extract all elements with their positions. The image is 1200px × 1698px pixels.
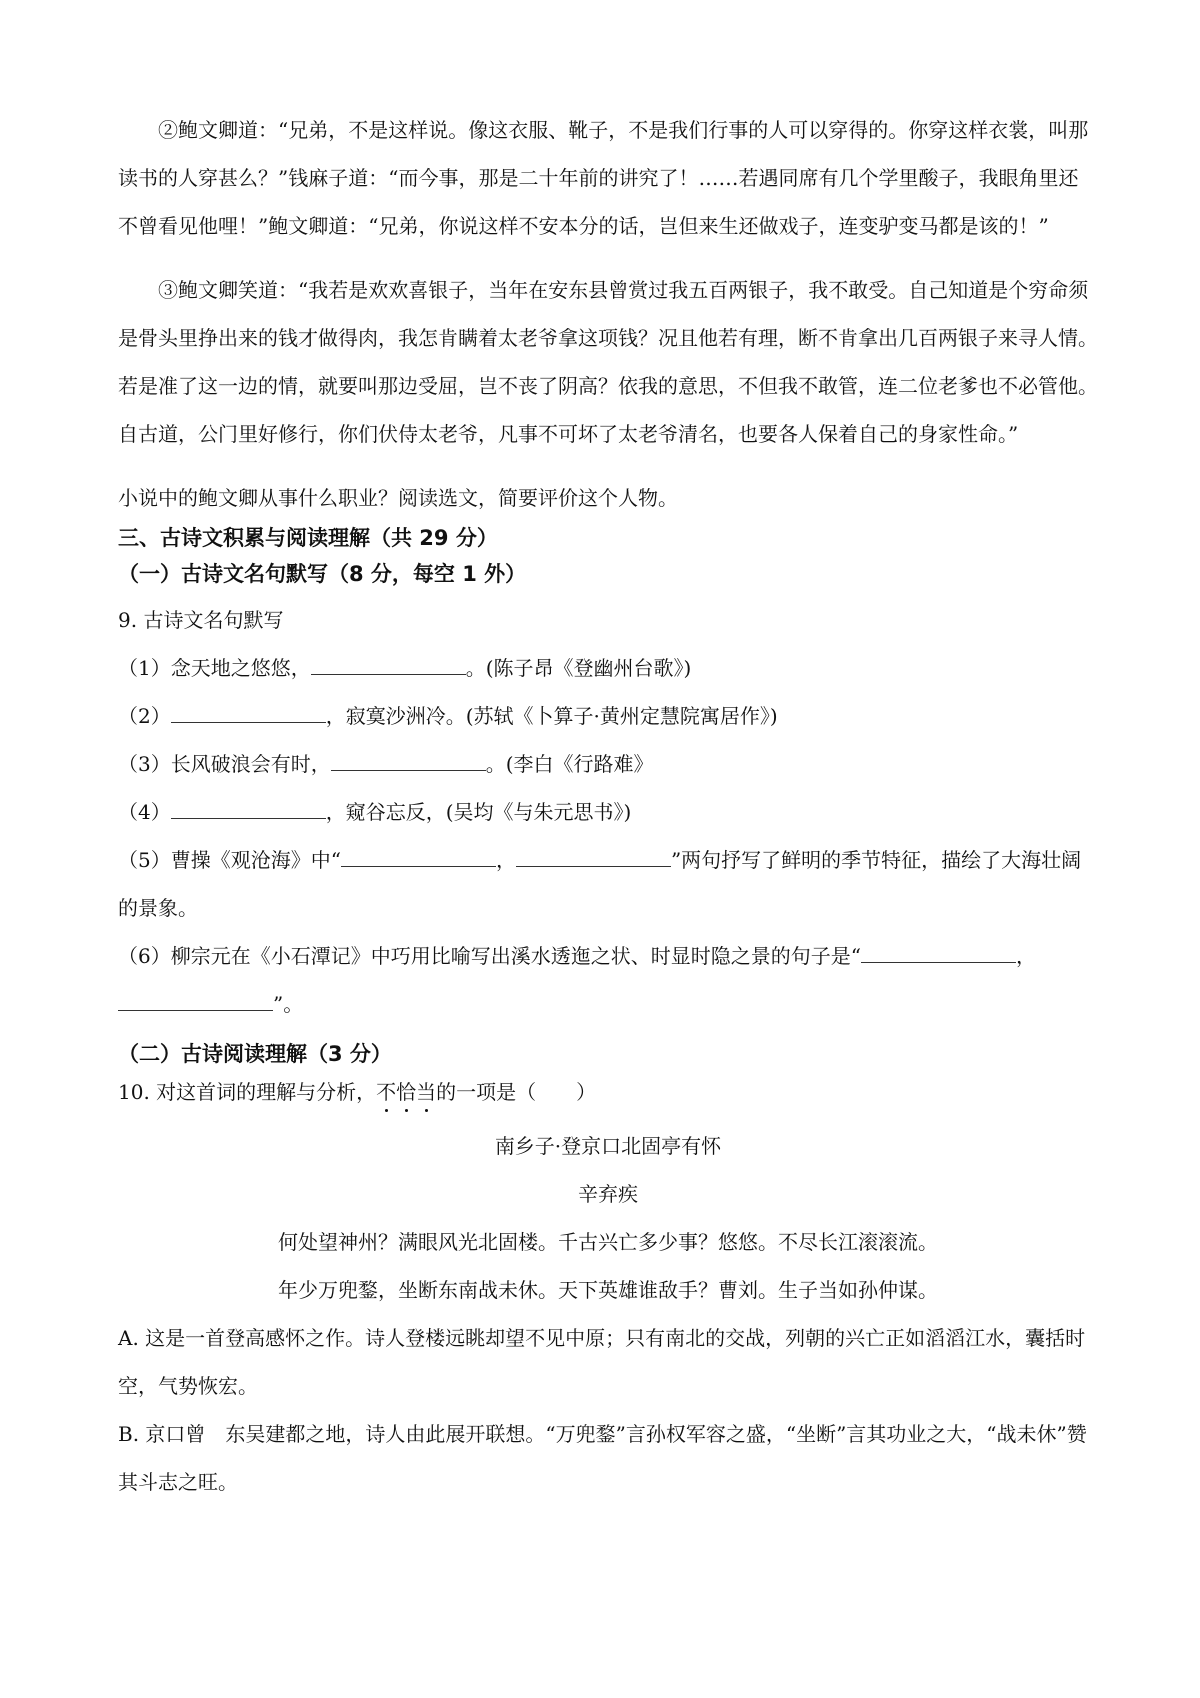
answer-blank[interactable]: [341, 844, 496, 867]
dictation-item-2: （2） ，寂寞沙洲冷。(苏轼《卜算子·黄州定慧院寓居作》): [118, 692, 1098, 740]
answer-blank[interactable]: [331, 748, 486, 771]
poem-title: 南乡子·登京口北固亭有怀: [494, 1134, 722, 1158]
answer-blank[interactable]: [516, 844, 671, 867]
dictation-item-3: （3）长风破浪会有时， 。(李白《行路难》: [118, 740, 1098, 788]
answer-blank[interactable]: [171, 796, 326, 819]
answer-blank[interactable]: [311, 652, 466, 675]
dictation-item-1: （1）念天地之悠悠， 。(陈子昂《登幽州台歌》): [118, 644, 1098, 692]
poem-line-1: 何处望神州？满眼风光北固楼。千古兴亡多少事？悠悠。不尽长江滚滚流。: [278, 1230, 938, 1254]
question-9-title: 9. 古诗文名句默写: [118, 608, 284, 632]
emphasis-char: 恰: [396, 1080, 417, 1104]
part-1-title: （一）古诗文名句默写（8 分，每空 1 外）: [118, 562, 527, 586]
section-3-title: 三、古诗文积累与阅读理解（共 29 分）: [118, 526, 498, 550]
reading-question: 小说中的鲍文卿从事什么职业？阅读选文，简要评价这个人物。: [118, 486, 678, 510]
answer-blank[interactable]: [861, 940, 1016, 963]
option-a: A. 这是一首登高感怀之作。诗人登楼远眺却望不见中原；只有南北的交战，列朝的兴亡正如滔滔江水，囊括时空，气势恢宏。: [118, 1326, 1086, 1398]
emphasis-text: [376, 1080, 436, 1104]
option-b: B. 京口曾 东吴建都之地，诗人由此展开联想。“万兜鍪”言孙权军容之盛，“坐断”言其功业之大，“战未休”赞其斗志之旺。: [118, 1422, 1087, 1494]
poem-author: 辛弃疾: [578, 1182, 638, 1206]
answer-blank[interactable]: [171, 700, 326, 723]
passage-paragraph-3: ③鲍文卿笑道：“我若是欢欢喜银子，当年在安东县曾赏过我五百两银子，我不敢受。自己知道是个穷命须是骨头里挣出来的钱才做得肉，我怎肯瞒着太老爷拿这项钱？况且他若有理，断不肯拿出几百两银子来寻人情。若是准了这一边的情，就要叫那边受屈，岂不丧了阴高？依我的意思，不但我不敢管，连二位老爹也不必管他。自古道，公门里好修行，你们伏侍太老爷，凡事不可坏了太老爷清名，也要各人保着自己的身家性命。”: [118, 278, 1098, 446]
emphasis-char: 当: [416, 1080, 437, 1104]
poem-line-2: 年少万兜鍪，坐断东南战未休。天下英雄谁敌手？曹刘。生子当如孙仲谋。: [278, 1278, 938, 1302]
question-10: 10. 对这首词的理解与分析，不恰当的一项是（ ）: [118, 1080, 597, 1104]
dictation-item-4: （4） ，窥谷忘反，(吴均《与朱元思书》): [118, 788, 1098, 836]
dictation-item-5: （5）曹操《观沧海》中“ ， ”两句抒写了鲜明的季节特征，描绘了大海壮阔的景象。: [118, 836, 1098, 932]
answer-blank[interactable]: [118, 988, 273, 1011]
passage-paragraph-2: ②鲍文卿道：“兄弟，不是这样说。像这衣服、靴子，不是我们行事的人可以穿得的。你穿这样衣裳，叫那读书的人穿甚么？”钱麻子道：“而今事，那是二十年前的讲究了！……若遇同席有几个学里酸子，我眼角里还不曾看见他哩！”鲍文卿道：“兄弟，你说这样不安本分的话，岂但来生还做戏子，连变驴变马都是该的！”: [118, 118, 1089, 238]
dictation-item-6: （6）柳宗元在《小石潭记》中巧用比喻写出溪水透迤之状、时显时隐之景的句子是“ ，”。: [118, 932, 1098, 1028]
part-2-title: （二）古诗阅读理解（3 分）: [118, 1042, 392, 1066]
emphasis-char: 不: [376, 1080, 397, 1104]
